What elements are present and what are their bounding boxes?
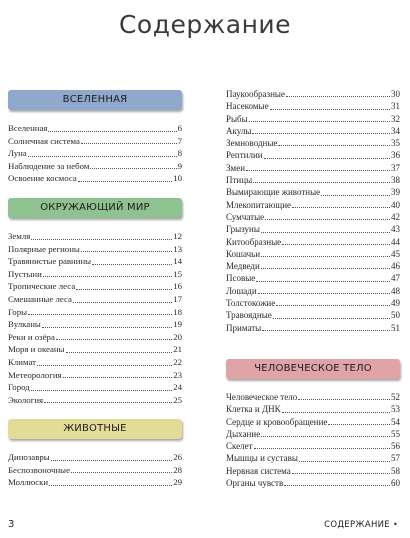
toc-entry[interactable] <box>226 248 400 260</box>
toc-entry[interactable] <box>226 88 400 100</box>
toc-entry[interactable] <box>8 369 182 382</box>
toc-leader-dots <box>76 289 172 290</box>
toc-entry-page: 38 <box>391 175 400 186</box>
toc-entry-page: 15 <box>173 268 182 279</box>
toc-leader-dots <box>273 318 390 319</box>
toc-entry[interactable] <box>226 162 400 174</box>
toc-entry-page: 57 <box>391 453 400 464</box>
toc-entry-label: Рептилии <box>226 150 263 161</box>
toc-entry-label: Толстокожие <box>226 298 276 309</box>
toc-leader-dots <box>249 121 390 122</box>
toc-entry[interactable] <box>226 113 400 125</box>
toc-leader-dots <box>261 268 390 269</box>
toc-entry-page: 35 <box>391 138 400 149</box>
toc-entry-label: Вулканы <box>8 319 41 330</box>
toc-entry-label: Наблюдение за небом <box>8 160 90 171</box>
toc-leader-dots <box>73 302 172 303</box>
toc-entry-label: Мышцы и суставы <box>226 453 298 464</box>
toc-leader-dots <box>81 143 177 144</box>
toc-entry-page: 31 <box>391 101 400 112</box>
toc-leader-dots <box>43 276 172 277</box>
toc-entry-page: 30 <box>391 89 400 99</box>
toc-leader-dots <box>28 314 172 315</box>
toc-entry-label: Змеи <box>226 162 246 173</box>
page-number: 3 <box>8 519 15 530</box>
toc-leader-dots <box>81 251 172 252</box>
toc-leader-dots <box>253 182 390 183</box>
toc-entry-page: 48 <box>391 285 400 296</box>
toc-entry[interactable] <box>226 297 400 309</box>
toc-leader-dots <box>246 170 390 171</box>
toc-list-world <box>8 230 182 406</box>
toc-entry-label: Экология <box>8 394 44 405</box>
toc-entry-page: 34 <box>391 125 400 136</box>
toc-entry-page: 51 <box>391 322 400 333</box>
toc-entry-page: 10 <box>173 173 182 184</box>
section-header-human[interactable]: ЧЕЛОВЕЧЕСКОЕ ТЕЛО <box>226 359 400 379</box>
toc-entry[interactable] <box>226 149 400 161</box>
toc-leader-dots <box>48 131 176 132</box>
toc-entry-page: 53 <box>391 404 400 415</box>
toc-entry-page: 37 <box>391 162 400 173</box>
toc-entry[interactable] <box>8 230 182 243</box>
toc-entry-label: Моллюски <box>8 477 49 488</box>
toc-entry[interactable] <box>226 211 400 223</box>
toc-entry[interactable] <box>226 403 400 415</box>
toc-entry-label: Скелет <box>226 441 253 452</box>
toc-list-animals-continued <box>226 88 400 334</box>
toc-entry-page: 29 <box>173 477 182 488</box>
toc-entry-page: 23 <box>173 369 182 380</box>
toc-leader-dots <box>66 352 173 353</box>
toc-entry[interactable] <box>8 243 182 256</box>
toc-entry-page: 20 <box>173 331 182 342</box>
toc-entry-label: Кошачьи <box>226 248 261 259</box>
toc-entry-label: Земноводные <box>226 138 278 149</box>
toc-leader-dots <box>278 145 390 146</box>
toc-leader-dots <box>78 181 172 182</box>
toc-leader-dots <box>261 232 390 233</box>
toc-entry[interactable] <box>226 391 400 403</box>
toc-entry[interactable] <box>8 306 182 319</box>
toc-entry-page: 36 <box>391 150 400 161</box>
toc-leader-dots <box>265 219 390 220</box>
toc-leader-dots <box>42 327 172 328</box>
toc-leader-dots <box>282 412 390 413</box>
toc-entry-page: 58 <box>391 465 400 476</box>
toc-list-universe <box>8 122 182 185</box>
toc-entry-page: 46 <box>391 261 400 272</box>
toc-entry-page: 40 <box>391 199 400 210</box>
toc-entry[interactable] <box>226 125 400 137</box>
toc-entry-label: Сердце и кровообращение <box>226 416 328 427</box>
toc-leader-dots <box>31 390 172 391</box>
toc-leader-dots <box>258 293 390 294</box>
toc-entry-page: 8 <box>177 148 182 159</box>
toc-entry[interactable] <box>226 285 400 297</box>
toc-entry[interactable] <box>226 236 400 248</box>
toc-leader-dots <box>261 256 390 257</box>
toc-entry-label: Тропические леса <box>8 281 76 292</box>
toc-entry-page: 18 <box>173 306 182 317</box>
toc-entry-label: Сумчатые <box>226 211 265 222</box>
toc-entry-page: 52 <box>391 391 400 402</box>
toc-entry-label: Луна <box>8 148 27 159</box>
toc-entry-page: 12 <box>173 230 182 241</box>
toc-leader-dots <box>90 168 176 169</box>
toc-entry-page: 56 <box>391 441 400 452</box>
toc-entry-label: Грызуны <box>226 224 260 235</box>
toc-entry[interactable] <box>226 452 400 464</box>
page-title: Содержание <box>118 10 292 39</box>
toc-leader-dots <box>254 448 390 449</box>
toc-entry[interactable] <box>226 440 400 452</box>
toc-entry-label: Климат <box>8 356 36 367</box>
toc-leader-dots <box>292 473 390 474</box>
toc-entry[interactable] <box>8 147 182 160</box>
toc-leader-dots <box>256 281 390 282</box>
toc-entry[interactable] <box>226 137 400 149</box>
toc-leader-dots <box>56 339 172 340</box>
toc-leader-dots <box>71 472 172 473</box>
toc-entry-page: 17 <box>173 293 182 304</box>
toc-leader-dots <box>321 195 390 196</box>
toc-entry[interactable] <box>8 451 182 464</box>
toc-leader-dots <box>49 485 172 486</box>
toc-entry-label: Травянистые равнины <box>8 256 92 267</box>
toc-entry[interactable] <box>226 174 400 186</box>
toc-entry-label: Органы чувств <box>226 478 284 489</box>
toc-leader-dots <box>282 244 390 245</box>
toc-entry-label: Птицы <box>226 175 253 186</box>
toc-entry-page: 60 <box>391 478 400 489</box>
toc-entry-page: 43 <box>391 224 400 235</box>
toc-entry-label: Реки и озёра <box>8 331 55 342</box>
toc-entry-label: Паукообразные <box>226 89 285 99</box>
toc-entry-label: Человеческое тело <box>226 391 298 402</box>
toc-entry-label: Нервная система <box>226 465 291 476</box>
toc-entry-label: Медведи <box>226 261 260 272</box>
toc-leader-dots <box>261 436 390 437</box>
toc-entry-label: Травоядные <box>226 310 272 321</box>
toc-leader-dots <box>298 399 390 400</box>
toc-entry-page: 55 <box>391 428 400 439</box>
toc-leader-dots <box>63 377 173 378</box>
toc-entry[interactable] <box>8 331 182 344</box>
toc-entry[interactable] <box>226 477 400 489</box>
toc-entry-label: Земля <box>8 230 31 241</box>
toc-entry[interactable] <box>8 160 182 173</box>
toc-entry-page: 45 <box>391 248 400 259</box>
section-header-universe[interactable]: ВСЕЛЕННАЯ <box>8 90 182 110</box>
toc-entry-label: Млекопитающие <box>226 199 292 210</box>
toc-entry-page: 44 <box>391 236 400 247</box>
toc-entry-page: 9 <box>177 160 182 171</box>
toc-entry[interactable] <box>8 293 182 306</box>
toc-entry[interactable] <box>8 343 182 356</box>
toc-leader-dots <box>328 424 390 425</box>
toc-entry[interactable] <box>226 416 400 428</box>
toc-entry-label: Китообразные <box>226 236 282 247</box>
toc-entry-page: 16 <box>173 281 182 292</box>
footer-section-label <box>324 520 398 530</box>
toc-entry-label: Дыхание <box>226 428 261 439</box>
toc-entry-page: 26 <box>173 452 182 463</box>
toc-entry[interactable] <box>8 464 182 477</box>
toc-leader-dots <box>262 330 390 331</box>
toc-entry[interactable] <box>8 255 182 268</box>
toc-entry-page: 21 <box>173 344 182 355</box>
toc-entry-label: Вымирающие животные <box>226 187 321 198</box>
toc-entry[interactable] <box>8 394 182 407</box>
toc-entry-label: Моря и океаны <box>8 344 65 355</box>
toc-leader-dots <box>37 365 172 366</box>
toc-leader-dots <box>270 109 390 110</box>
toc-leader-dots <box>284 485 390 486</box>
toc-entry-label: Насекомые <box>226 101 269 112</box>
toc-entry-label: Смешанные леса <box>8 293 72 304</box>
toc-list-human <box>226 391 400 489</box>
toc-entry-label: Лошади <box>226 285 257 296</box>
toc-entry-page: 42 <box>391 211 400 222</box>
toc-leader-dots <box>264 158 390 159</box>
toc-entry-label: Беспозвоночные <box>8 464 70 475</box>
toc-leader-dots <box>44 402 172 403</box>
toc-leader-dots <box>299 461 390 462</box>
toc-entry-label: Полярные регионы <box>8 243 80 254</box>
toc-entry[interactable] <box>8 135 182 148</box>
toc-entry-label: Вселенная <box>8 123 48 133</box>
toc-entry-label: Приматы <box>226 322 262 333</box>
toc-entry-label: Клетка и ДНК <box>226 404 281 415</box>
toc-entry-label: Освоение космоса <box>8 173 77 184</box>
toc-leader-dots <box>286 96 390 97</box>
toc-entry-page: 32 <box>391 113 400 124</box>
toc-entry-page: 47 <box>391 273 400 284</box>
toc-entry-label: Рыбы <box>226 113 248 124</box>
toc-entry-page: 28 <box>173 464 182 475</box>
left-column <box>8 90 182 489</box>
toc-entry[interactable] <box>226 186 400 198</box>
toc-list-animals <box>8 451 182 489</box>
toc-entry-page: 13 <box>173 243 182 254</box>
toc-entry[interactable] <box>226 465 400 477</box>
toc-entry-label: Солнечная система <box>8 135 80 146</box>
toc-entry-page: 50 <box>391 310 400 321</box>
toc-entry[interactable] <box>8 280 182 293</box>
toc-entry-page: 22 <box>173 356 182 367</box>
toc-entry-page: 24 <box>173 382 182 393</box>
toc-entry[interactable] <box>8 381 182 394</box>
toc-entry-page: 25 <box>173 394 182 405</box>
toc-entry-label: Динозавры <box>8 452 50 463</box>
toc-leader-dots <box>31 239 172 240</box>
toc-entry[interactable] <box>226 223 400 235</box>
toc-entry-page: 39 <box>391 187 400 198</box>
toc-entry[interactable] <box>226 309 400 321</box>
toc-entry-label: Пустыни <box>8 268 42 279</box>
toc-entry-label: Акулы <box>226 125 252 136</box>
toc-entry-label: Горы <box>8 306 28 317</box>
toc-entry-page: 19 <box>173 319 182 330</box>
bullet-icon: • <box>392 520 398 529</box>
toc-entry-label: Псовые <box>226 273 256 284</box>
toc-entry[interactable] <box>226 100 400 112</box>
toc-entry[interactable] <box>226 428 400 440</box>
toc-leader-dots <box>28 156 177 157</box>
toc-entry[interactable] <box>226 322 400 334</box>
toc-leader-dots <box>276 305 390 306</box>
toc-entry-label: Метеорология <box>8 369 62 380</box>
toc-entry[interactable] <box>226 260 400 272</box>
footer-label-text: СОДЕРЖАНИЕ <box>324 520 390 530</box>
toc-entry[interactable] <box>226 199 400 211</box>
toc-leader-dots <box>51 460 173 461</box>
toc-entry-label: Город <box>8 382 30 393</box>
right-column <box>226 88 400 489</box>
toc-entry[interactable] <box>8 318 182 331</box>
toc-entry[interactable] <box>226 272 400 284</box>
section-header-animals[interactable]: ЖИВОТНЫЕ <box>8 419 182 439</box>
toc-entry-page: 6 <box>177 123 182 133</box>
toc-entry-page: 49 <box>391 298 400 309</box>
toc-leader-dots <box>292 207 390 208</box>
toc-leader-dots <box>92 264 172 265</box>
toc-leader-dots <box>252 133 390 134</box>
toc-entry-page: 14 <box>173 256 182 267</box>
toc-entry[interactable] <box>8 356 182 369</box>
toc-entry[interactable] <box>8 172 182 185</box>
toc-entry[interactable] <box>8 122 182 135</box>
toc-entry-page: 54 <box>391 416 400 427</box>
toc-entry-page: 7 <box>177 135 182 146</box>
section-header-world[interactable]: ОКРУЖАЮЩИЙ МИР <box>8 198 182 218</box>
toc-entry[interactable] <box>8 268 182 281</box>
toc-entry[interactable] <box>8 476 182 489</box>
